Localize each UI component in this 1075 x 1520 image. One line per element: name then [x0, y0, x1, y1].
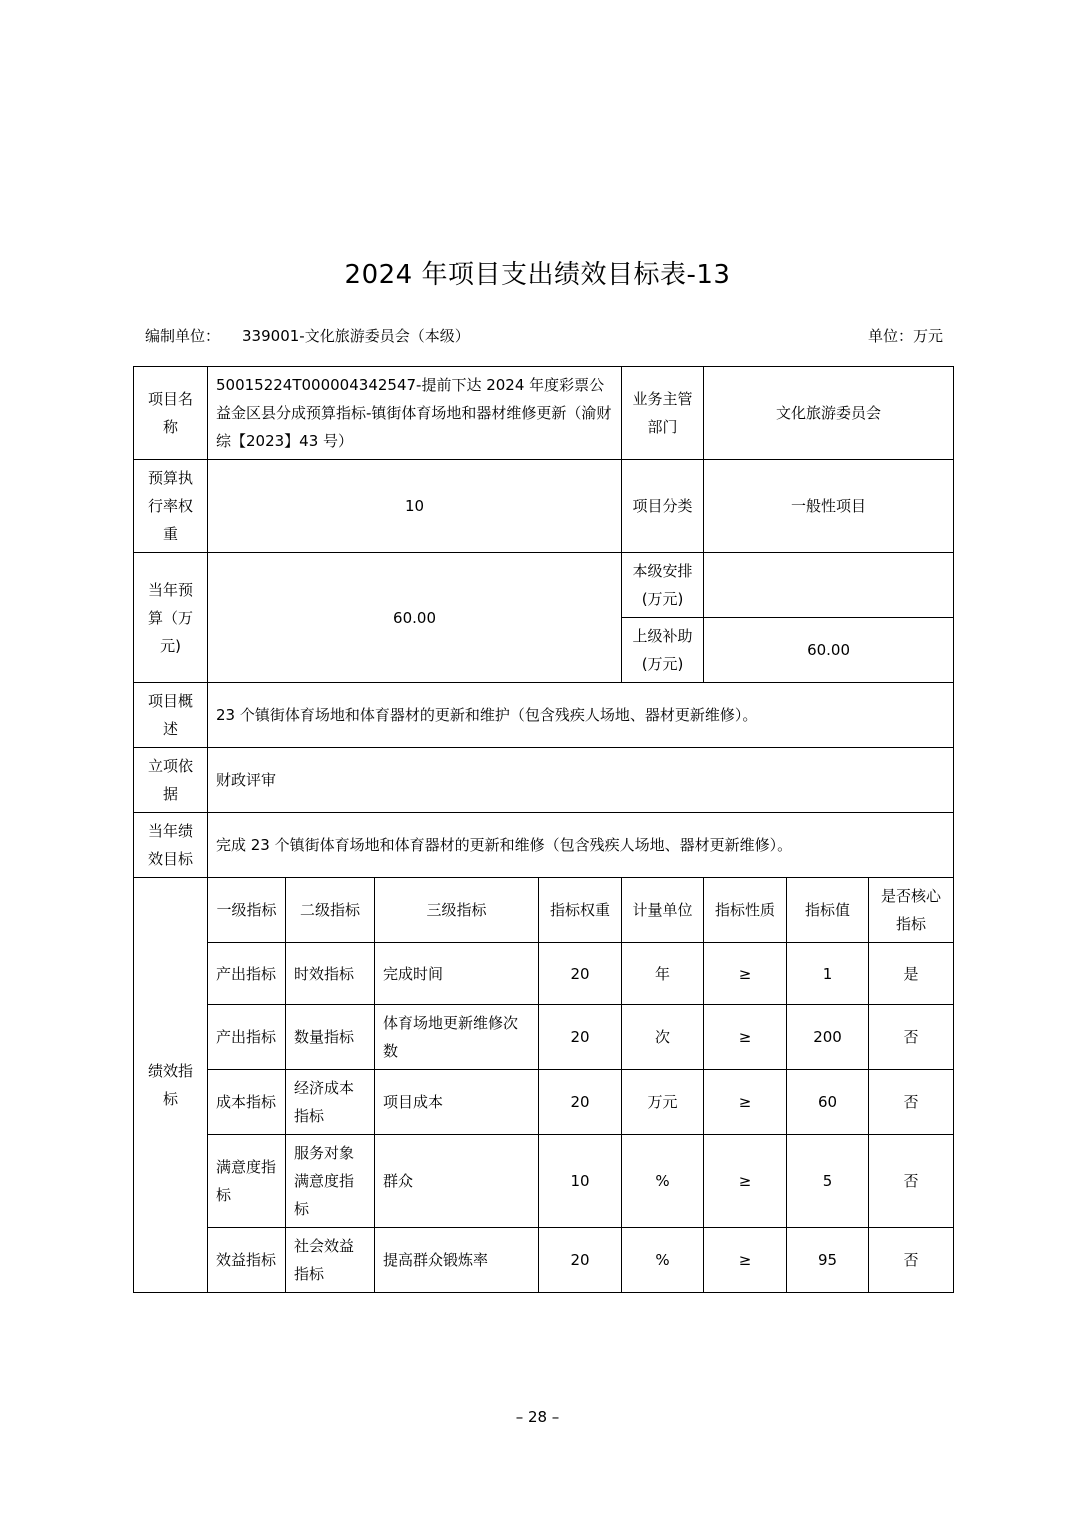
indicator-value: 200	[787, 1005, 869, 1070]
indicator-weight: 10	[539, 1135, 622, 1228]
basis-value: 财政评审	[208, 748, 954, 813]
indicator-header-row	[134, 878, 954, 943]
indicator-core: 是	[869, 943, 954, 1005]
local-arrangement-value	[704, 553, 954, 618]
exec-weight-label: 预算执行率权重	[134, 460, 208, 553]
indicator-weight: 20	[539, 1228, 622, 1293]
indicator-core: 否	[869, 1228, 954, 1293]
indicator-core: 否	[869, 1005, 954, 1070]
basis-label: 立项依据	[134, 748, 208, 813]
project-name-label: 项目名称	[134, 367, 208, 460]
indicator-value: 95	[787, 1228, 869, 1293]
indicator-level2: 服务对象满意度指标	[286, 1135, 375, 1228]
compiling-unit-label: 编制单位：	[145, 327, 221, 345]
indicator-unit: 年	[622, 943, 704, 1005]
indicator-level3: 群众	[375, 1135, 539, 1228]
header-weight: 指标权重	[539, 878, 622, 943]
page-title: 2024 年项目支出绩效目标表-13	[344, 260, 731, 290]
compiling-unit-value: 339001-文化旅游委员会（本级）	[242, 327, 470, 345]
upper-subsidy-value: 60.00	[704, 618, 954, 683]
goal-row	[134, 813, 954, 878]
indicator-row	[134, 943, 954, 1005]
header-core: 是否核心指标	[869, 878, 954, 943]
currency-unit: 单位：万元	[867, 327, 943, 345]
exec-weight-row	[134, 460, 954, 553]
indicator-level2: 时效指标	[286, 943, 375, 1005]
indicator-level2: 数量指标	[286, 1005, 375, 1070]
dept-label: 业务主管部门	[622, 367, 704, 460]
indicator-level1: 效益指标	[208, 1228, 286, 1293]
dept-value: 文化旅游委员会	[704, 367, 954, 460]
indicator-level3: 提高群众锻炼率	[375, 1228, 539, 1293]
overview-row	[134, 683, 954, 748]
indicator-level1: 产出指标	[208, 1005, 286, 1070]
header-level1: 一级指标	[208, 878, 286, 943]
indicator-unit: 次	[622, 1005, 704, 1070]
indicator-level3: 完成时间	[375, 943, 539, 1005]
indicator-row	[134, 1135, 954, 1228]
indicator-weight: 20	[539, 1005, 622, 1070]
indicator-row	[134, 1228, 954, 1293]
overview-label: 项目概述	[134, 683, 208, 748]
indicator-value: 60	[787, 1070, 869, 1135]
indicator-unit: 万元	[622, 1070, 704, 1135]
header-unit: 计量单位	[622, 878, 704, 943]
indicator-section-label: 绩效指标	[134, 878, 208, 1293]
indicator-value: 5	[787, 1135, 869, 1228]
header-level3: 三级指标	[375, 878, 539, 943]
project-name-row	[134, 367, 954, 460]
indicator-value: 1	[787, 943, 869, 1005]
indicator-row	[134, 1005, 954, 1070]
indicator-unit: %	[622, 1228, 704, 1293]
indicator-unit: %	[622, 1135, 704, 1228]
header-value: 指标值	[787, 878, 869, 943]
goal-label: 当年绩效目标	[134, 813, 208, 878]
indicator-level1: 满意度指标	[208, 1135, 286, 1228]
basis-row	[134, 748, 954, 813]
compiling-unit	[145, 325, 470, 346]
indicator-level2: 经济成本指标	[286, 1070, 375, 1135]
indicator-level1: 成本指标	[208, 1070, 286, 1135]
exec-weight-value: 10	[208, 460, 622, 553]
budget-value: 60.00	[208, 553, 622, 683]
indicator-nature: ≥	[704, 943, 787, 1005]
page-number: – 28 –	[515, 1408, 560, 1426]
indicator-nature: ≥	[704, 1070, 787, 1135]
indicator-level3: 项目成本	[375, 1070, 539, 1135]
local-arrangement-label: 本级安排(万元)	[622, 553, 704, 618]
indicator-weight: 20	[539, 943, 622, 1005]
indicator-level3: 体育场地更新维修次数	[375, 1005, 539, 1070]
header-level2: 二级指标	[286, 878, 375, 943]
indicator-nature: ≥	[704, 1228, 787, 1293]
goal-value: 完成 23 个镇街体育场地和体育器材的更新和维修（包含残疾人场地、器材更新维修）。	[208, 813, 954, 878]
indicator-nature: ≥	[704, 1135, 787, 1228]
performance-target-table	[133, 366, 954, 1293]
category-value: 一般性项目	[704, 460, 954, 553]
indicator-weight: 20	[539, 1070, 622, 1135]
indicator-row	[134, 1070, 954, 1135]
indicator-level2: 社会效益指标	[286, 1228, 375, 1293]
indicator-core: 否	[869, 1135, 954, 1228]
indicator-core: 否	[869, 1070, 954, 1135]
indicator-nature: ≥	[704, 1005, 787, 1070]
overview-value: 23 个镇街体育场地和体育器材的更新和维护（包含残疾人场地、器材更新维修）。	[208, 683, 954, 748]
category-label: 项目分类	[622, 460, 704, 553]
indicator-level1: 产出指标	[208, 943, 286, 1005]
budget-label: 当年预算（万元)	[134, 553, 208, 683]
upper-subsidy-label: 上级补助(万元)	[622, 618, 704, 683]
project-name-value: 50015224T000004342547-提前下达 2024 年度彩票公益金区县分成预算指标-镇街体育场地和器材维修更新（渝财综【2023】43 号）	[208, 367, 622, 460]
header-nature: 指标性质	[704, 878, 787, 943]
budget-row	[134, 553, 954, 618]
